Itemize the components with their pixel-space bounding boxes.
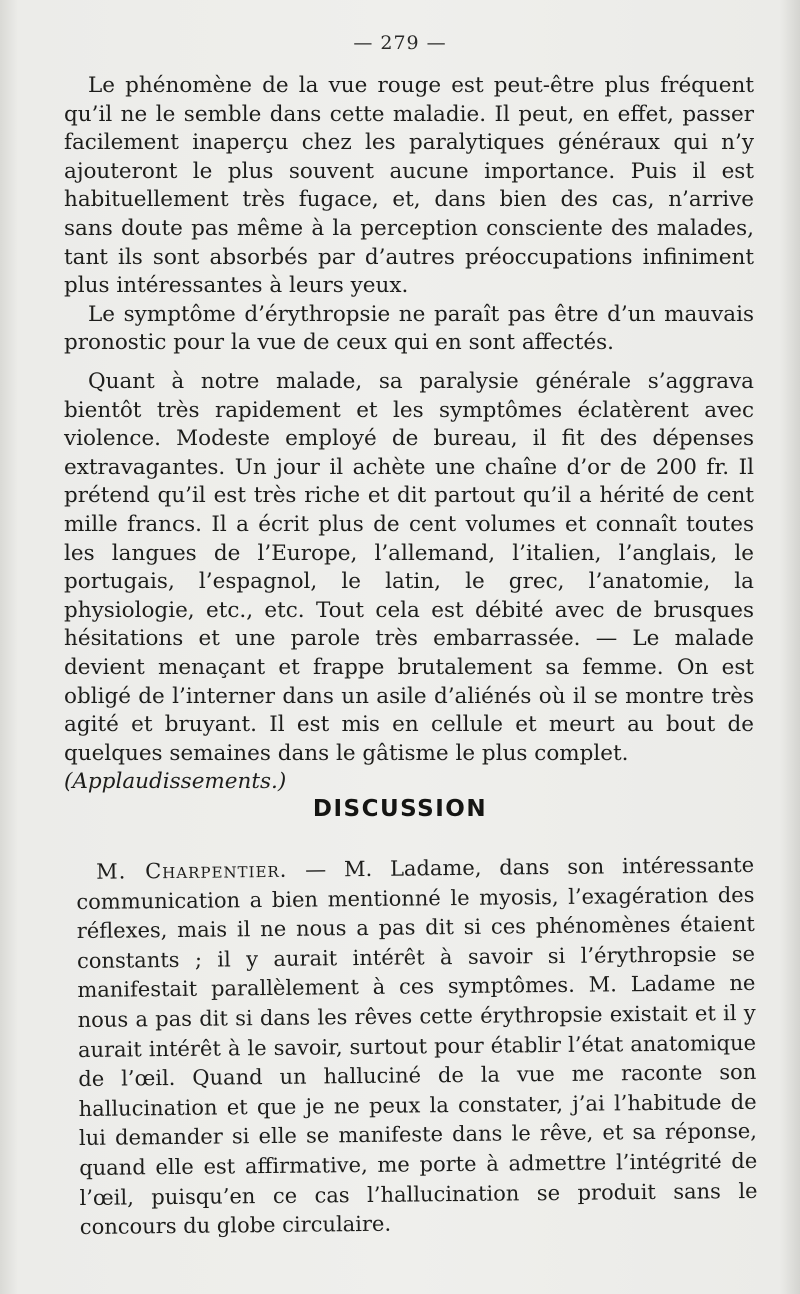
applause-note: (Applaudissements.) xyxy=(64,769,287,795)
discussion-heading: DISCUSSION xyxy=(312,796,488,822)
paragraph-patient-case xyxy=(64,368,754,797)
speaker-name: M. Charpentier. xyxy=(96,857,288,884)
paragraph-charpentier xyxy=(76,851,758,1243)
patient-case-text: Quant à notre malade, sa paralysie générale s’aggrava bientôt très rapidement et les symptômes éclatèrent avec violence. Modeste employé de bureau, il fit des dépenses extravagantes. Un jour il achète une chaîne d’or de 200 fr. Il prétend qu’il est très riche et dit partout qu’il a hérité de cent mille francs. Il a écrit plus de cent volumes et connaît toutes les langues de l’Europe, l’allemand, l’italien, l’anglais, le portugais, l’espagnol, le latin, le grec, l’anatomie, la physiologie, etc., etc. Tout cela est débité avec de brusques hésitations et une parole très embarrassée. — Le malade devient menaçant et frappe brutalement sa femme. On est obligé de l’interner dans un asile d’aliénés où il se montre très agité et bruyant. Il est mis en cellule et meurt au bout de quelques semaines dans le gâtisme le plus complet. xyxy=(64,369,754,766)
case-text xyxy=(64,368,754,797)
paragraph-red-vision: Le phénomène de la vue rouge est peut-être plus fréquent qu’il ne le semble dans cette maladie. Il peut, en effet, passer facilement inaperçu chez les paralytiques généraux qui n’y ajouteront le plus souvent aucune importance. Puis il est habituellement très fugace, et, dans bien des cas, n’arrive sans doute pas même à la perception consciente des malades, tant ils sont absorbés par d’autres préoccupations infiniment plus intéressantes à leurs yeux. xyxy=(64,73,754,299)
page-number: — 279 — xyxy=(353,32,447,54)
paragraph-erythropsia-prognosis: Le symptôme d’érythropsie ne paraît pas être d’un mauvais pronostic pour la vue de ceux qui en sont affectés. xyxy=(64,301,754,356)
discussion-text xyxy=(76,851,758,1243)
opening-text xyxy=(64,72,754,358)
discussion-body: — M. Ladame, dans son intéressante communication a bien mentionné le myosis, l’exagération des réflexes, mais il ne nous a pas dit si ces phénomènes étaient constants ; il y aurait intérêt à savoir si l’érythropsie se manifestait parallèlement à ces symptômes. M. Ladame ne nous a pas dit si dans les rêves cette érythropsie existait et il y aurait intérêt à le savoir, surtout pour établir l’état anatomique de l’œil. Quand un halluciné de la vue me raconte son hallucination et que je ne peux la constater, j’ai l’habitude de lui demander si elle se manifeste dans le rêve, et sa réponse, quand elle est affirmative, me porte à admettre l’intégrité de l’œil, puisqu’en ce cas l’hallucination se produit sans le concours du globe circulaire. xyxy=(76,852,758,1240)
